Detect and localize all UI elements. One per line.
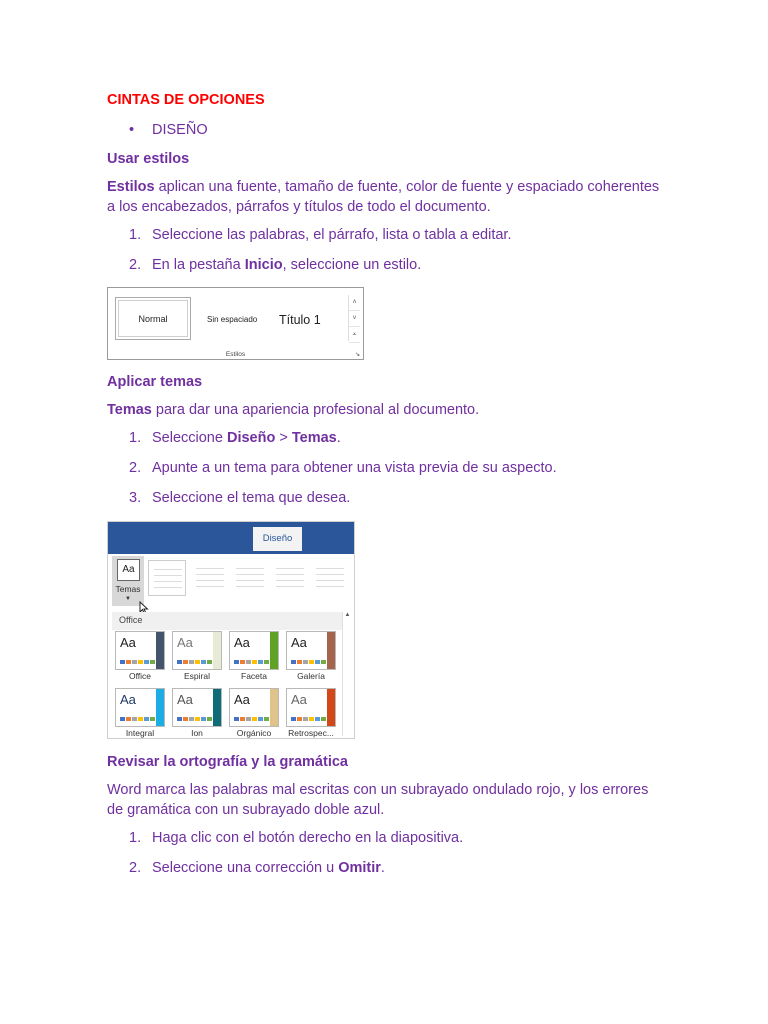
theme-color-swatch xyxy=(144,717,149,721)
theme-color-swatch xyxy=(321,717,326,721)
section-title: CINTAS DE OPCIONES xyxy=(107,92,265,108)
theme-color-swatch xyxy=(234,717,239,721)
paragraph-temas-text: para dar una apariencia profesional al documento. xyxy=(151,402,480,418)
list-text: Apunte a un tema para obtener una vista previa de su aspecto. xyxy=(152,460,557,476)
list-item xyxy=(107,826,667,850)
list-number: 2. xyxy=(129,460,142,476)
theme-color-swatch xyxy=(189,660,194,664)
list-number: 1. xyxy=(129,227,142,243)
bold-temas: Temas xyxy=(107,402,152,418)
themes-gallery-image xyxy=(107,521,355,739)
theme-tile-stripe xyxy=(270,689,278,726)
theme-color-swatch xyxy=(297,717,302,721)
steps-temas xyxy=(107,426,667,510)
theme-tile-label: Retrospec... xyxy=(288,728,334,738)
list-item xyxy=(107,223,667,247)
list-text-end: , seleccione un estilo. xyxy=(282,257,422,273)
office-group-header xyxy=(112,612,342,630)
theme-tile-sample: Aa xyxy=(177,692,193,707)
theme-tile-stripe xyxy=(270,632,278,669)
office-group-label: Office xyxy=(119,615,143,625)
list-item xyxy=(107,253,667,277)
theme-color-swatch xyxy=(195,717,200,721)
theme-color-swatch xyxy=(201,660,206,664)
theme-color-swatch xyxy=(120,660,125,664)
theme-color-swatch xyxy=(297,660,302,664)
theme-color-swatch xyxy=(303,717,308,721)
theme-tile-colors xyxy=(177,660,213,664)
dialog-launcher-icon[interactable]: ↘ xyxy=(354,352,360,358)
theme-color-swatch xyxy=(309,660,314,664)
list-item xyxy=(107,856,667,880)
theme-tile-stripe xyxy=(156,689,164,726)
theme-color-swatch xyxy=(234,660,239,664)
paragraph-revisar: Word marca las palabras mal escritas con un subrayado ondulado rojo, y los errores de gramática con un subrayado doble azul. xyxy=(107,782,649,818)
list-text: Seleccione el tema que desea. xyxy=(152,490,351,506)
theme-color-swatch xyxy=(246,660,251,664)
theme-color-swatch xyxy=(207,717,212,721)
scroll-down-icon[interactable]: ˅ xyxy=(349,311,360,327)
theme-color-swatch xyxy=(252,660,257,664)
theme-tile-label: Espiral xyxy=(184,671,210,681)
ribbon-bar xyxy=(108,522,354,554)
theme-color-swatch xyxy=(177,717,182,721)
theme-color-swatch xyxy=(246,717,251,721)
document-page xyxy=(107,88,667,277)
theme-color-swatch xyxy=(264,717,269,721)
paragraph-estilos xyxy=(107,177,667,217)
heading-revisar: Revisar la ortografía y la gramática xyxy=(107,754,348,770)
style-titulo1-option[interactable]: Título 1 xyxy=(279,313,321,327)
bold-omitir: Omitir xyxy=(338,860,381,876)
paragraph-temas xyxy=(107,400,667,420)
bullet-dot: • xyxy=(129,122,135,138)
style-normal-option[interactable] xyxy=(115,297,191,340)
theme-color-swatch xyxy=(291,717,296,721)
bullet-item-diseno xyxy=(107,118,667,142)
theme-color-swatch xyxy=(126,717,131,721)
theme-color-swatch xyxy=(315,660,320,664)
list-text-sep: > xyxy=(275,430,292,446)
theme-color-swatch xyxy=(240,660,245,664)
theme-color-swatch xyxy=(138,660,143,664)
theme-color-swatch xyxy=(195,660,200,664)
list-text: En la pestaña xyxy=(152,257,245,273)
styles-gallery-image xyxy=(107,287,364,360)
themes-scrollbar[interactable] xyxy=(342,612,352,736)
theme-color-swatch xyxy=(183,660,188,664)
list-text: Seleccione xyxy=(152,430,227,446)
tab-diseno[interactable]: Diseño xyxy=(253,527,302,551)
theme-color-swatch xyxy=(264,660,269,664)
theme-tile-stripe xyxy=(327,689,335,726)
style-normal-label: Normal xyxy=(138,313,168,324)
theme-tile[interactable] xyxy=(229,631,279,670)
temas-label: Temas xyxy=(115,584,141,594)
list-number: 3. xyxy=(129,490,142,506)
theme-color-swatch xyxy=(315,717,320,721)
theme-tile-sample: Aa xyxy=(120,692,136,707)
style-sin-espaciado-option[interactable]: Sin espaciado xyxy=(207,315,258,324)
theme-tile-colors xyxy=(291,717,327,721)
theme-color-swatch xyxy=(291,660,296,664)
theme-tile[interactable] xyxy=(172,631,222,670)
theme-tile-label: Office xyxy=(128,671,152,681)
scroll-up-icon[interactable]: ˄ xyxy=(349,295,360,311)
theme-tile-stripe xyxy=(213,632,221,669)
theme-tile[interactable] xyxy=(286,688,336,727)
theme-color-swatch xyxy=(252,717,257,721)
theme-tile-stripe xyxy=(156,632,164,669)
theme-color-swatch xyxy=(138,717,143,721)
theme-tile[interactable] xyxy=(115,631,165,670)
theme-tile-label: Faceta xyxy=(241,671,267,681)
document-formatting-thumbnails xyxy=(148,560,353,596)
theme-color-swatch xyxy=(240,717,245,721)
theme-color-swatch xyxy=(132,660,137,664)
theme-tile-label: Ion xyxy=(191,728,203,738)
styles-scroll-column xyxy=(348,295,360,341)
theme-tile[interactable] xyxy=(115,688,165,727)
theme-tile[interactable] xyxy=(286,631,336,670)
theme-tile-label: Integral xyxy=(125,728,155,738)
list-number: 1. xyxy=(129,430,142,446)
format-thumbnail[interactable] xyxy=(148,560,186,596)
theme-tile-label: Orgánico xyxy=(236,728,272,738)
bold-inicio: Inicio xyxy=(244,257,283,273)
list-text: Seleccione las palabras, el párrafo, lista o tabla a editar. xyxy=(152,227,512,243)
theme-tile-colors xyxy=(234,660,270,664)
theme-color-swatch xyxy=(177,660,182,664)
theme-tile-label: Galería xyxy=(297,671,325,681)
bold-estilos: Estilos xyxy=(107,179,155,195)
theme-color-swatch xyxy=(144,660,149,664)
theme-color-swatch xyxy=(126,660,131,664)
temas-button[interactable] xyxy=(112,556,144,606)
list-number: 2. xyxy=(129,860,142,876)
theme-color-swatch xyxy=(258,660,263,664)
theme-tile-sample: Aa xyxy=(291,692,307,707)
theme-tile-colors xyxy=(120,660,156,664)
list-text: Seleccione una corrección u xyxy=(152,860,339,876)
paragraph-estilos-text: aplican una fuente, tamaño de fuente, color de fuente y espaciado coherentes a los encabezados, párrafos y títulos de todo el documento. xyxy=(107,179,660,215)
theme-tile-colors xyxy=(291,660,327,664)
theme-color-swatch xyxy=(321,660,326,664)
theme-color-swatch xyxy=(303,660,308,664)
theme-tile-stripe xyxy=(213,689,221,726)
list-item xyxy=(107,456,667,480)
theme-tile-sample: Aa xyxy=(177,635,193,650)
chevron-down-icon: ▼ xyxy=(125,596,131,602)
scroll-up-icon[interactable]: ▲ xyxy=(344,612,351,618)
styles-group-caption: Estilos xyxy=(225,351,246,358)
theme-tile-sample: Aa xyxy=(120,635,136,650)
list-item xyxy=(107,486,667,510)
theme-color-swatch xyxy=(120,717,125,721)
temas-icon: Aa xyxy=(117,559,140,581)
theme-tile-sample: Aa xyxy=(291,635,307,650)
list-number: 2. xyxy=(129,257,142,273)
bold-temas-step: Temas xyxy=(291,430,337,446)
list-text-end: . xyxy=(336,430,341,446)
document-section-revisar xyxy=(107,750,667,880)
theme-color-swatch xyxy=(258,717,263,721)
list-number: 1. xyxy=(129,830,142,846)
list-item xyxy=(107,426,667,450)
list-text: Haga clic con el botón derecho en la diapositiva. xyxy=(152,830,464,846)
theme-color-swatch xyxy=(201,717,206,721)
theme-tile-colors xyxy=(177,717,213,721)
heading-aplicar-temas: Aplicar temas xyxy=(107,374,203,390)
theme-tile-colors xyxy=(120,717,156,721)
more-styles-icon[interactable]: ⩡ xyxy=(349,327,360,343)
steps-estilos xyxy=(107,223,667,277)
bullet-text: DISEÑO xyxy=(152,122,208,138)
bold-diseno: Diseño xyxy=(226,430,276,446)
theme-tile-stripe xyxy=(327,632,335,669)
theme-color-swatch xyxy=(150,717,155,721)
theme-tile[interactable] xyxy=(229,688,279,727)
theme-tile-sample: Aa xyxy=(234,635,250,650)
list-text-end: . xyxy=(380,860,385,876)
document-section-temas xyxy=(107,370,667,510)
theme-tile-colors xyxy=(234,717,270,721)
heading-usar-estilos: Usar estilos xyxy=(107,151,190,167)
theme-color-swatch xyxy=(150,660,155,664)
theme-tile[interactable] xyxy=(172,688,222,727)
steps-revisar xyxy=(107,826,667,880)
theme-color-swatch xyxy=(309,717,314,721)
format-thumbnails-strip[interactable] xyxy=(192,560,352,596)
theme-color-swatch xyxy=(189,717,194,721)
theme-color-swatch xyxy=(207,660,212,664)
theme-tile-sample: Aa xyxy=(234,692,250,707)
theme-color-swatch xyxy=(132,717,137,721)
theme-color-swatch xyxy=(183,717,188,721)
